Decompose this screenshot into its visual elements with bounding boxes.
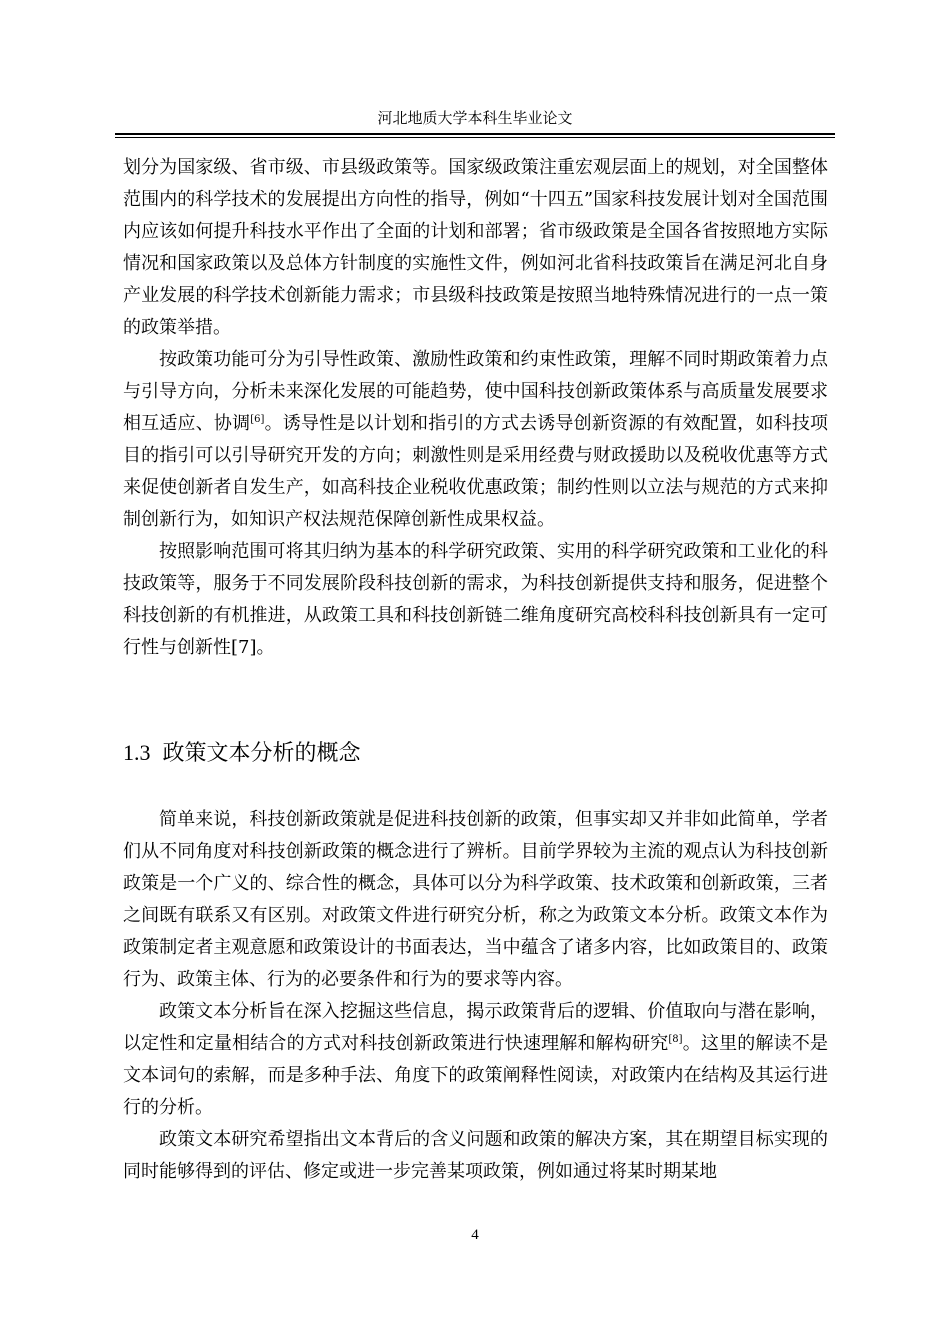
section-title: 政策文本分析的概念 [162, 741, 361, 766]
citation-ref: [6] [250, 414, 265, 425]
paragraph: 按照影响范围可将其归纳为基本的科学研究政策、实用的科学研究政策和工业化的科技政策等，服务于不同发展阶段科技创新的需求，为科技创新提供支持和服务，促进整个科技创新的有机推进，从政策工具和科技创新链二维角度研究高校科科技创新具有一定可行性与创新性[7]。 [123, 541, 828, 658]
paragraph [123, 344, 828, 536]
paragraph [123, 996, 828, 1124]
running-header: 河北地质大学本科生毕业论文 [377, 109, 573, 127]
section-body-lower [123, 804, 828, 1188]
paragraph-text: 按政策功能可分为引导性政策、激励性政策和约束性政策，理解不同时期政策着力点与引导方向，分析未来深化发展的可能趋势，使中国科技创新政策体系与高质量发展要求相互适应、协调 [123, 349, 828, 434]
paragraph-text: 政策文本分析旨在深入挖掘这些信息，揭示政策背后的逻辑、价值取向与潜在影响，以定性和定量相结合的方式对科技创新政策进行快速理解和解构研究 [123, 1001, 828, 1054]
citation-ref: [8] [668, 1034, 683, 1045]
section-body-upper [123, 152, 828, 664]
section-heading [123, 738, 828, 769]
paragraph-text: 。诱导性是以计划和指引的方式去诱导创新资源的有效配置，如科技项目的指引可以引导研究开发的方向；刺激性则是采用经费与财政援助以及税收优惠等方式来促使创新者自发生产，如高科技企业税收优惠政策；制约性则以立法与规范的方式来抑制创新行为，如知识产权法规范保障创新性成果权益。 [123, 413, 829, 530]
section-number: 1.3 [123, 740, 151, 765]
paragraph: 简单来说，科技创新政策就是促进科技创新的政策，但事实却又并非如此简单，学者们从不同角度对科技创新政策的概念进行了辨析。目前学界较为主流的观点认为科技创新政策是一个广义的、综合性的概念，具体可以分为科学政策、技术政策和创新政策，三者之间既有联系又有区别。对政策文件进行研究分析，称之为政策文本分析。政策文本作为政策制定者主观意愿和政策设计的书面表达，当中蕴含了诸多内容，比如政策目的、政策行为、政策主体、行为的必要条件和行为的要求等内容。 [123, 809, 828, 990]
header-rule-thin [115, 137, 835, 138]
paragraph: 划分为国家级、省市级、市县级政策等。国家级政策注重宏观层面上的规划，对全国整体范围内的科学技术的发展提出方向性的指导，例如“十四五”国家科技发展计划对全国范围内应该如何提升科技水平作出了全面的计划和部署；省市级政策是全国各省按照地方实际情况和国家政策以及总体方针制度的实施性文件，例如河北省科技政策旨在满足河北自身产业发展的科学技术创新能力需求；市县级科技政策是按照当地特殊情况进行的一点一策的政策举措。 [123, 157, 828, 338]
header-rule-thick [115, 133, 835, 135]
paragraph: 政策文本研究希望指出文本背后的含义问题和政策的解决方案，其在期望目标实现的同时能够得到的评估、修定或进一步完善某项政策，例如通过将某时期某地 [123, 1129, 828, 1182]
page-number: 4 [471, 1227, 479, 1243]
paragraph-text: 。这里的解读不是文本词句的索解，而是多种手法、角度下的政策阐释性阅读，对政策内在结构及其运行进行的分析。 [123, 1033, 828, 1118]
